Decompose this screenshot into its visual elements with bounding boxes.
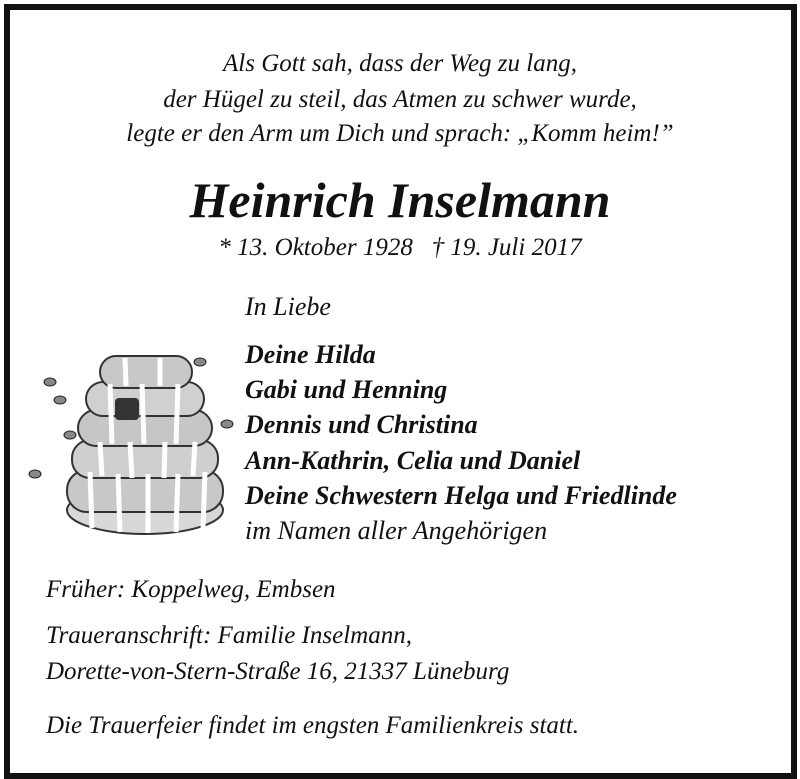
poem-line-2: der Hügel zu steil, das Atmen zu schwer wurde,: [163, 86, 637, 113]
beehive-icon: [20, 340, 250, 540]
life-dates: * 13. Oktober 1928 † 19. Juli 2017: [218, 234, 582, 261]
former-address: Früher: Koppelweg, Embsen: [46, 576, 336, 603]
mourner-name: Deine Schwestern Helga und Friedlinde: [245, 481, 677, 510]
mourning-address-line-2: Dorette-von-Stern-Straße 16, 21337 Lüneburg: [46, 658, 510, 685]
mourners-outro: im Namen aller Angehörigen: [245, 516, 548, 545]
poem-line-3: legte er den Arm um Dich und sprach: „Komm heim!”: [126, 120, 674, 147]
mourner-name: Deine Hilda: [245, 340, 376, 369]
deceased-name: Heinrich Inselmann: [189, 172, 611, 228]
mourner-name: Dennis und Christina: [245, 410, 478, 439]
mourners-intro: In Liebe: [245, 292, 331, 321]
mourner-name: Gabi und Henning: [245, 375, 448, 404]
mourner-name: Ann-Kathrin, Celia und Daniel: [245, 446, 581, 475]
poem-line-1: Als Gott sah, dass der Weg zu lang,: [223, 50, 577, 77]
funeral-note: Die Trauerfeier findet im engsten Familienkreis statt.: [46, 712, 580, 739]
mourning-address-line-1: Traueranschrift: Familie Inselmann,: [46, 622, 412, 649]
